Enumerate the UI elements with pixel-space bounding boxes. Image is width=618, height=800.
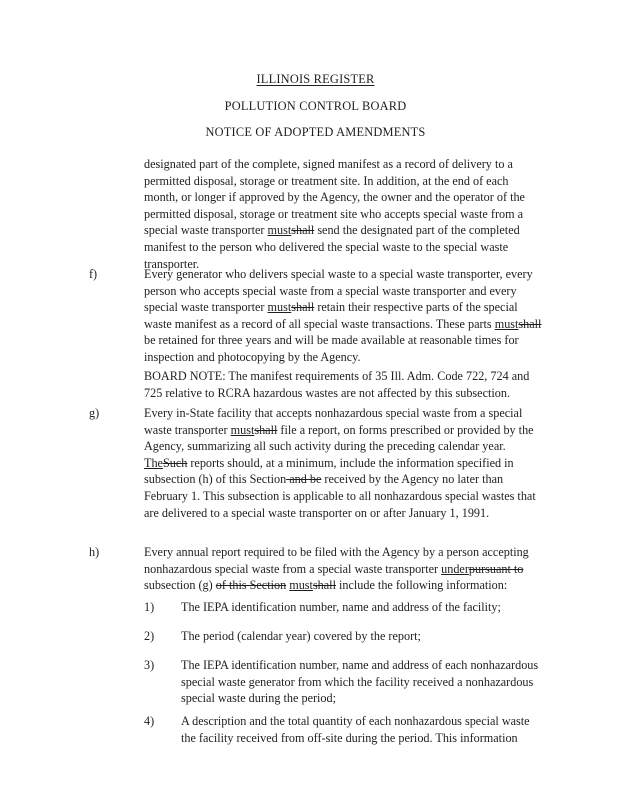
section-g-label: g) xyxy=(89,406,100,420)
text-run: Every generator who delivers special waste to a special waste transporter, every person who accepts special waste from a special waste transporter and every special waste transporter xyxy=(144,267,533,315)
text-run: designated part of the complete, signed manifest as a record of delivery to a permitted disposal, storage or treatment site. In addition, at the end of each month, or longer if approved by the Agency, the owner and the operator of the permitted disposal, storage or treatment site who accepts special waste from a special waste transporter xyxy=(144,157,525,238)
section-h-paragraph xyxy=(144,544,542,594)
list-item: The IEPA identification number, name and address of each nonhazardous special waste generator from which the facility received a nonhazardous special waste during the period; xyxy=(181,658,539,706)
text-run: send the designated part of the completed manifest to the person who delivered the special waste to the special waste transporter. xyxy=(144,223,520,271)
text-run: subsection (g) xyxy=(144,578,216,593)
inserted-text: must xyxy=(289,578,313,593)
deleted-text: and be xyxy=(286,472,322,487)
section-f-label: f) xyxy=(89,267,98,281)
text-run: reports should, at a minimum, include the information specified in subsection (h) of this Section xyxy=(144,455,514,487)
list-item: The IEPA identification number, name and address of the facility; xyxy=(181,600,501,614)
inserted-text: must xyxy=(267,223,292,238)
list-item: A description and the total quantity of each nonhazardous special waste the facility received from off-site during the period. This information xyxy=(181,714,530,745)
deleted-text: shall xyxy=(291,300,315,315)
inserted-text: The xyxy=(144,455,163,470)
register-title: ILLINOIS REGISTER xyxy=(256,72,375,86)
inserted-text: under xyxy=(441,561,469,576)
deleted-text: shall xyxy=(518,316,542,331)
text-run: file a report, on forms prescribed or provided by the Agency, summarizing all such activity during the preceding calendar year. xyxy=(144,422,534,454)
inserted-text: must xyxy=(267,300,292,315)
deleted-text: of this Section xyxy=(215,578,287,593)
intro-paragraph xyxy=(144,156,542,272)
item-number: 3) xyxy=(144,658,155,672)
section-f-paragraph xyxy=(144,266,542,366)
deleted-text: shall xyxy=(254,422,278,437)
item-number: 1) xyxy=(144,600,155,614)
section-g-paragraph xyxy=(144,405,542,521)
board-note: BOARD NOTE: The manifest requirements of 35 Ill. Adm. Code 722, 724 and 725 relative to RCRA hazardous wastes are not affected by this subsection. xyxy=(144,369,530,400)
text-run: Every annual report required to be filed with the Agency by a person accepting nonhazardous special waste from a special waste transporter xyxy=(144,545,529,576)
text-run: received by the Agency no later than February 1. This subsection is applicable to all nonhazardous special wastes that are delivered to a special waste transporter on or after January 1, 1991. xyxy=(144,472,536,520)
text-run: include the following information: xyxy=(335,578,508,593)
text-run: retain their respective parts of the special waste manifest as a record of all special waste transactions. These parts xyxy=(144,300,518,331)
inserted-text: must xyxy=(494,316,519,331)
section-h-label: h) xyxy=(89,545,100,559)
item-number: 2) xyxy=(144,629,155,643)
board-title: POLLUTION CONTROL BOARD xyxy=(224,99,407,113)
text-run: Every in-State facility that accepts nonhazardous special waste from a special waste transporter xyxy=(144,406,523,437)
item-number: 4) xyxy=(144,714,155,728)
notice-title: NOTICE OF ADOPTED AMENDMENTS xyxy=(205,125,426,139)
list-item: The period (calendar year) covered by the report; xyxy=(181,629,421,643)
inserted-text: must xyxy=(230,422,255,437)
deleted-text: shall xyxy=(291,223,315,238)
deleted-text: pursuant to xyxy=(468,561,524,576)
deleted-text: shall xyxy=(312,578,336,593)
deleted-text: Such xyxy=(162,455,188,470)
text-run: be retained for three years and will be made available at reasonable times for inspection and photocopying by the Agency. xyxy=(144,333,519,364)
